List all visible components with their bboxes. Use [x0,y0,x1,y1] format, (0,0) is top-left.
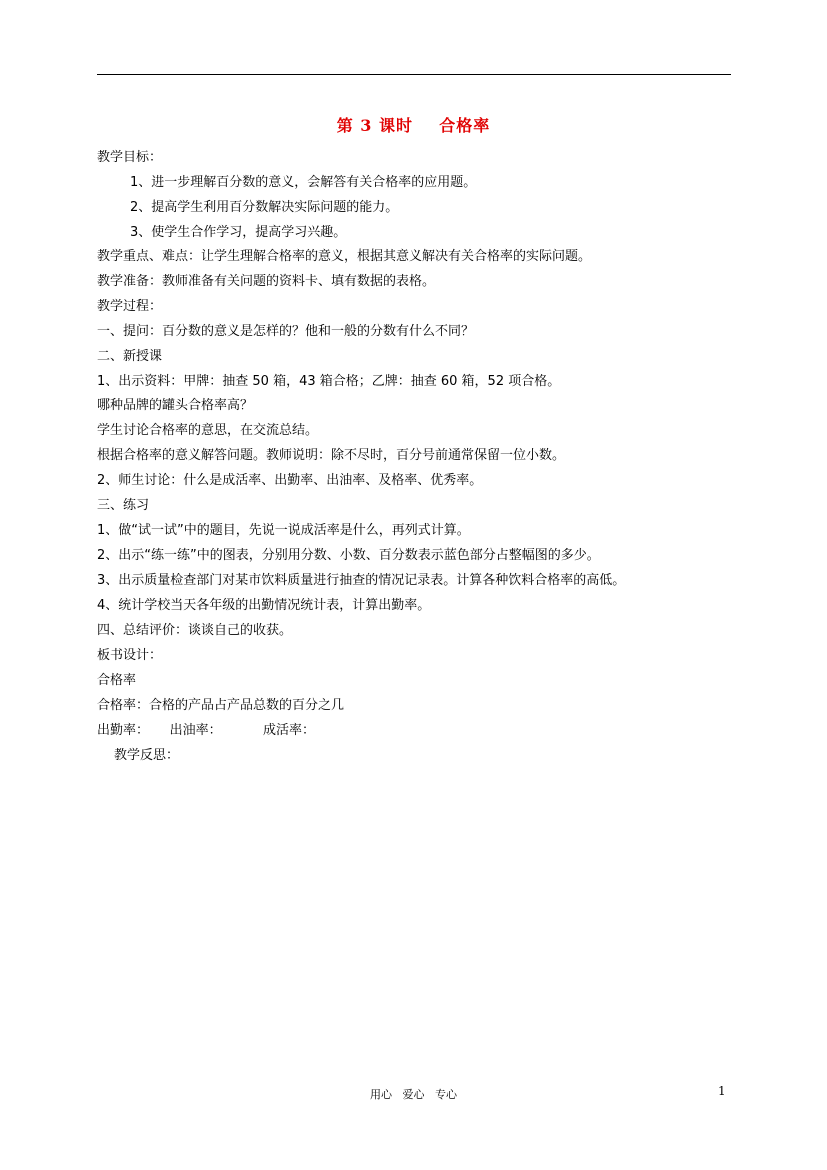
board-design-rates: 出勤率： 出油率： 成活率： [97,723,315,738]
practice-item-1: 1、做“试一试”中的题目，先说一说成活率是什么，再列式计算。 [97,523,470,538]
header-rule [97,74,731,75]
practice-heading: 三、练习 [97,498,150,513]
board-design-heading: 板书设计： [97,648,163,663]
new-lesson-item-1: 1、出示资料：甲牌：抽查 50 箱，43 箱合格；乙牌：抽查 60 箱，52 项合格。 [97,374,561,389]
practice-item-4: 4、统计学校当天各年级的出勤情况统计表，计算出勤率。 [97,598,431,613]
objective-item-1: 1、进一步理解百分数的意义，会解答有关合格率的应用题。 [130,175,477,190]
section-heading-process: 教学过程： [97,299,163,314]
practice-item-3: 3、出示质量检查部门对某市饮料质量进行抽查的情况记录表。计算各种饮料合格率的高低。 [97,573,626,588]
board-design-title: 合格率 [97,673,137,688]
objective-item-3: 3、使学生合作学习，提高学习兴趣。 [130,225,347,240]
process-step-2-heading: 二、新授课 [97,349,163,364]
key-points: 教学重点、难点：让学生理解合格率的意义，根据其意义解决有关合格率的实际问题。 [97,249,592,264]
process-step-1: 一、提问：百分数的意义是怎样的？他和一般的分数有什么不同？ [97,324,475,339]
page-number: 1 [718,1084,726,1098]
teaching-preparation: 教学准备：教师准备有关问题的资料卡、填有数据的表格。 [97,274,436,289]
new-lesson-discussion: 学生讨论合格率的意思，在交流总结。 [97,423,319,438]
new-lesson-item-2: 2、师生讨论：什么是成活率、出勤率、出油率、及格率、优秀率。 [97,473,483,488]
board-design-definition: 合格率：合格的产品占产品总数的百分之几 [97,698,345,713]
section-heading-objectives: 教学目标： [97,150,163,165]
objective-item-2: 2、提高学生利用百分数解决实际问题的能力。 [130,200,399,215]
footer-motto: 用心 爱心 专心 [370,1088,457,1101]
new-lesson-explanation: 根据合格率的意义解答问题。教师说明：除不尽时，百分号前通常保留一位小数。 [97,448,566,463]
new-lesson-question: 哪种品牌的罐头合格率高？ [97,398,254,413]
page-title: 第 3 课时 合格率 [336,116,491,135]
teaching-reflection: 教学反思： [114,748,180,763]
summary-evaluation: 四、总结评价：谈谈自己的收获。 [97,623,293,638]
practice-item-2: 2、出示“练一练”中的图表，分别用分数、小数、百分数表示蓝色部分占整幅图的多少。 [97,548,600,563]
